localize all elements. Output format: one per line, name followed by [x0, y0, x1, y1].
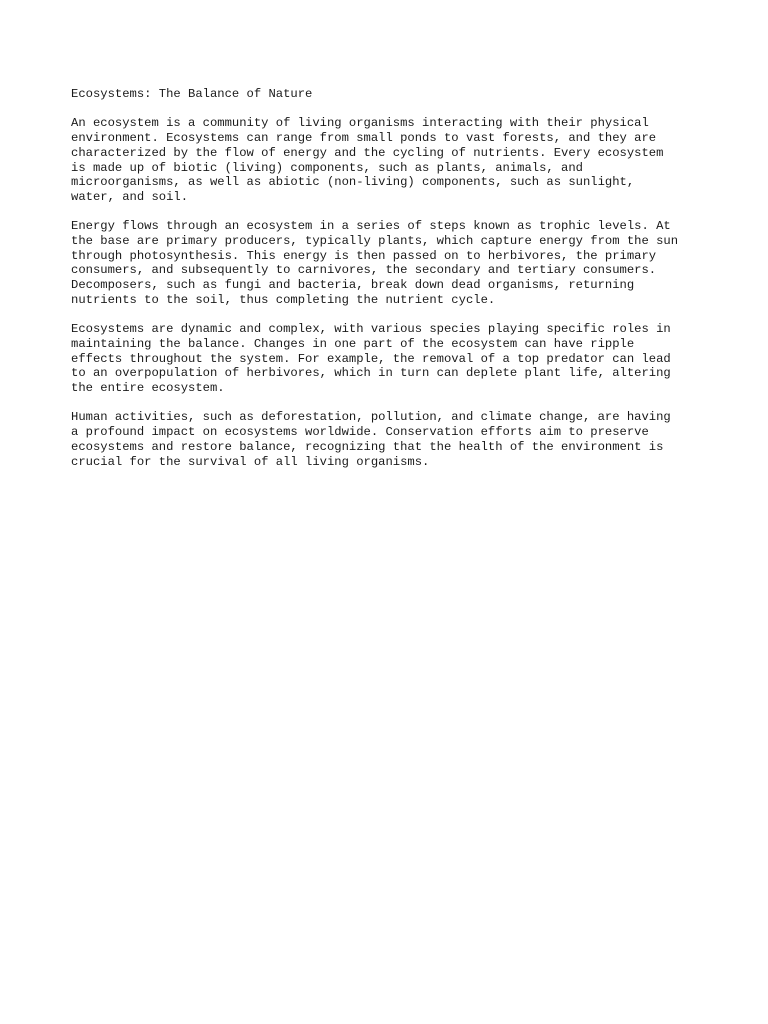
document-title: Ecosystems: The Balance of Nature: [71, 87, 313, 101]
paragraph-line: to an overpopulation of herbivores, which in turn can deplete plant life, altering: [71, 366, 671, 381]
paragraph-line: An ecosystem is a community of living organisms interacting with their physical: [71, 116, 649, 131]
paragraph-line: nutrients to the soil, thus completing the nutrient cycle.: [71, 292, 496, 307]
paragraph-line: through photosynthesis. This energy is then passed on to herbivores, the primary: [71, 248, 657, 263]
paragraph-4: [71, 410, 711, 469]
paragraph-line: the base are primary producers, typically plants, which capture energy from the sun: [71, 234, 679, 248]
paragraph-line: Decomposers, such as fungi and bacteria, break down dead organisms, returning: [71, 278, 635, 293]
paragraph-line: environment. Ecosystems can range from small ponds to vast forests, and they are: [71, 131, 657, 146]
paragraph-line: crucial for the survival of all living organisms.: [71, 454, 430, 469]
paragraph-line: Energy flows through an ecosystem in a series of steps known as trophic levels. At: [71, 219, 671, 234]
paragraph-2: [71, 219, 711, 307]
paragraph-line: a profound impact on ecosystems worldwide. Conservation efforts aim to preserve: [71, 425, 649, 440]
paragraph-line: consumers, and subsequently to carnivores, the secondary and tertiary consumers.: [71, 263, 657, 278]
paragraph-line: ecosystems and restore balance, recognizing that the health of the environment is: [71, 439, 664, 454]
paragraph-line: characterized by the flow of energy and the cycling of nutrients. Every ecosystem: [71, 145, 664, 160]
paragraph-line: effects throughout the system. For example, the removal of a top predator can lead: [71, 351, 671, 366]
paragraph-3: [71, 322, 711, 396]
document-page: [71, 87, 711, 484]
paragraph-line: maintaining the balance. Changes in one part of the ecosystem can have ripple: [71, 336, 635, 351]
paragraph-line: microorganisms, as well as abiotic (non-living) components, such as sunlight,: [71, 175, 635, 190]
paragraph-line: Ecosystems are dynamic and complex, with various species playing specific roles in: [71, 322, 671, 337]
paragraph-line: the entire ecosystem.: [71, 381, 225, 396]
paragraph-line: is made up of biotic (living) components, such as plants, animals, and: [71, 160, 583, 175]
paragraph-1: [71, 116, 711, 204]
paragraph-line: water, and soil.: [71, 189, 189, 204]
paragraph-line: Human activities, such as deforestation, pollution, and climate change, are having: [71, 410, 671, 425]
